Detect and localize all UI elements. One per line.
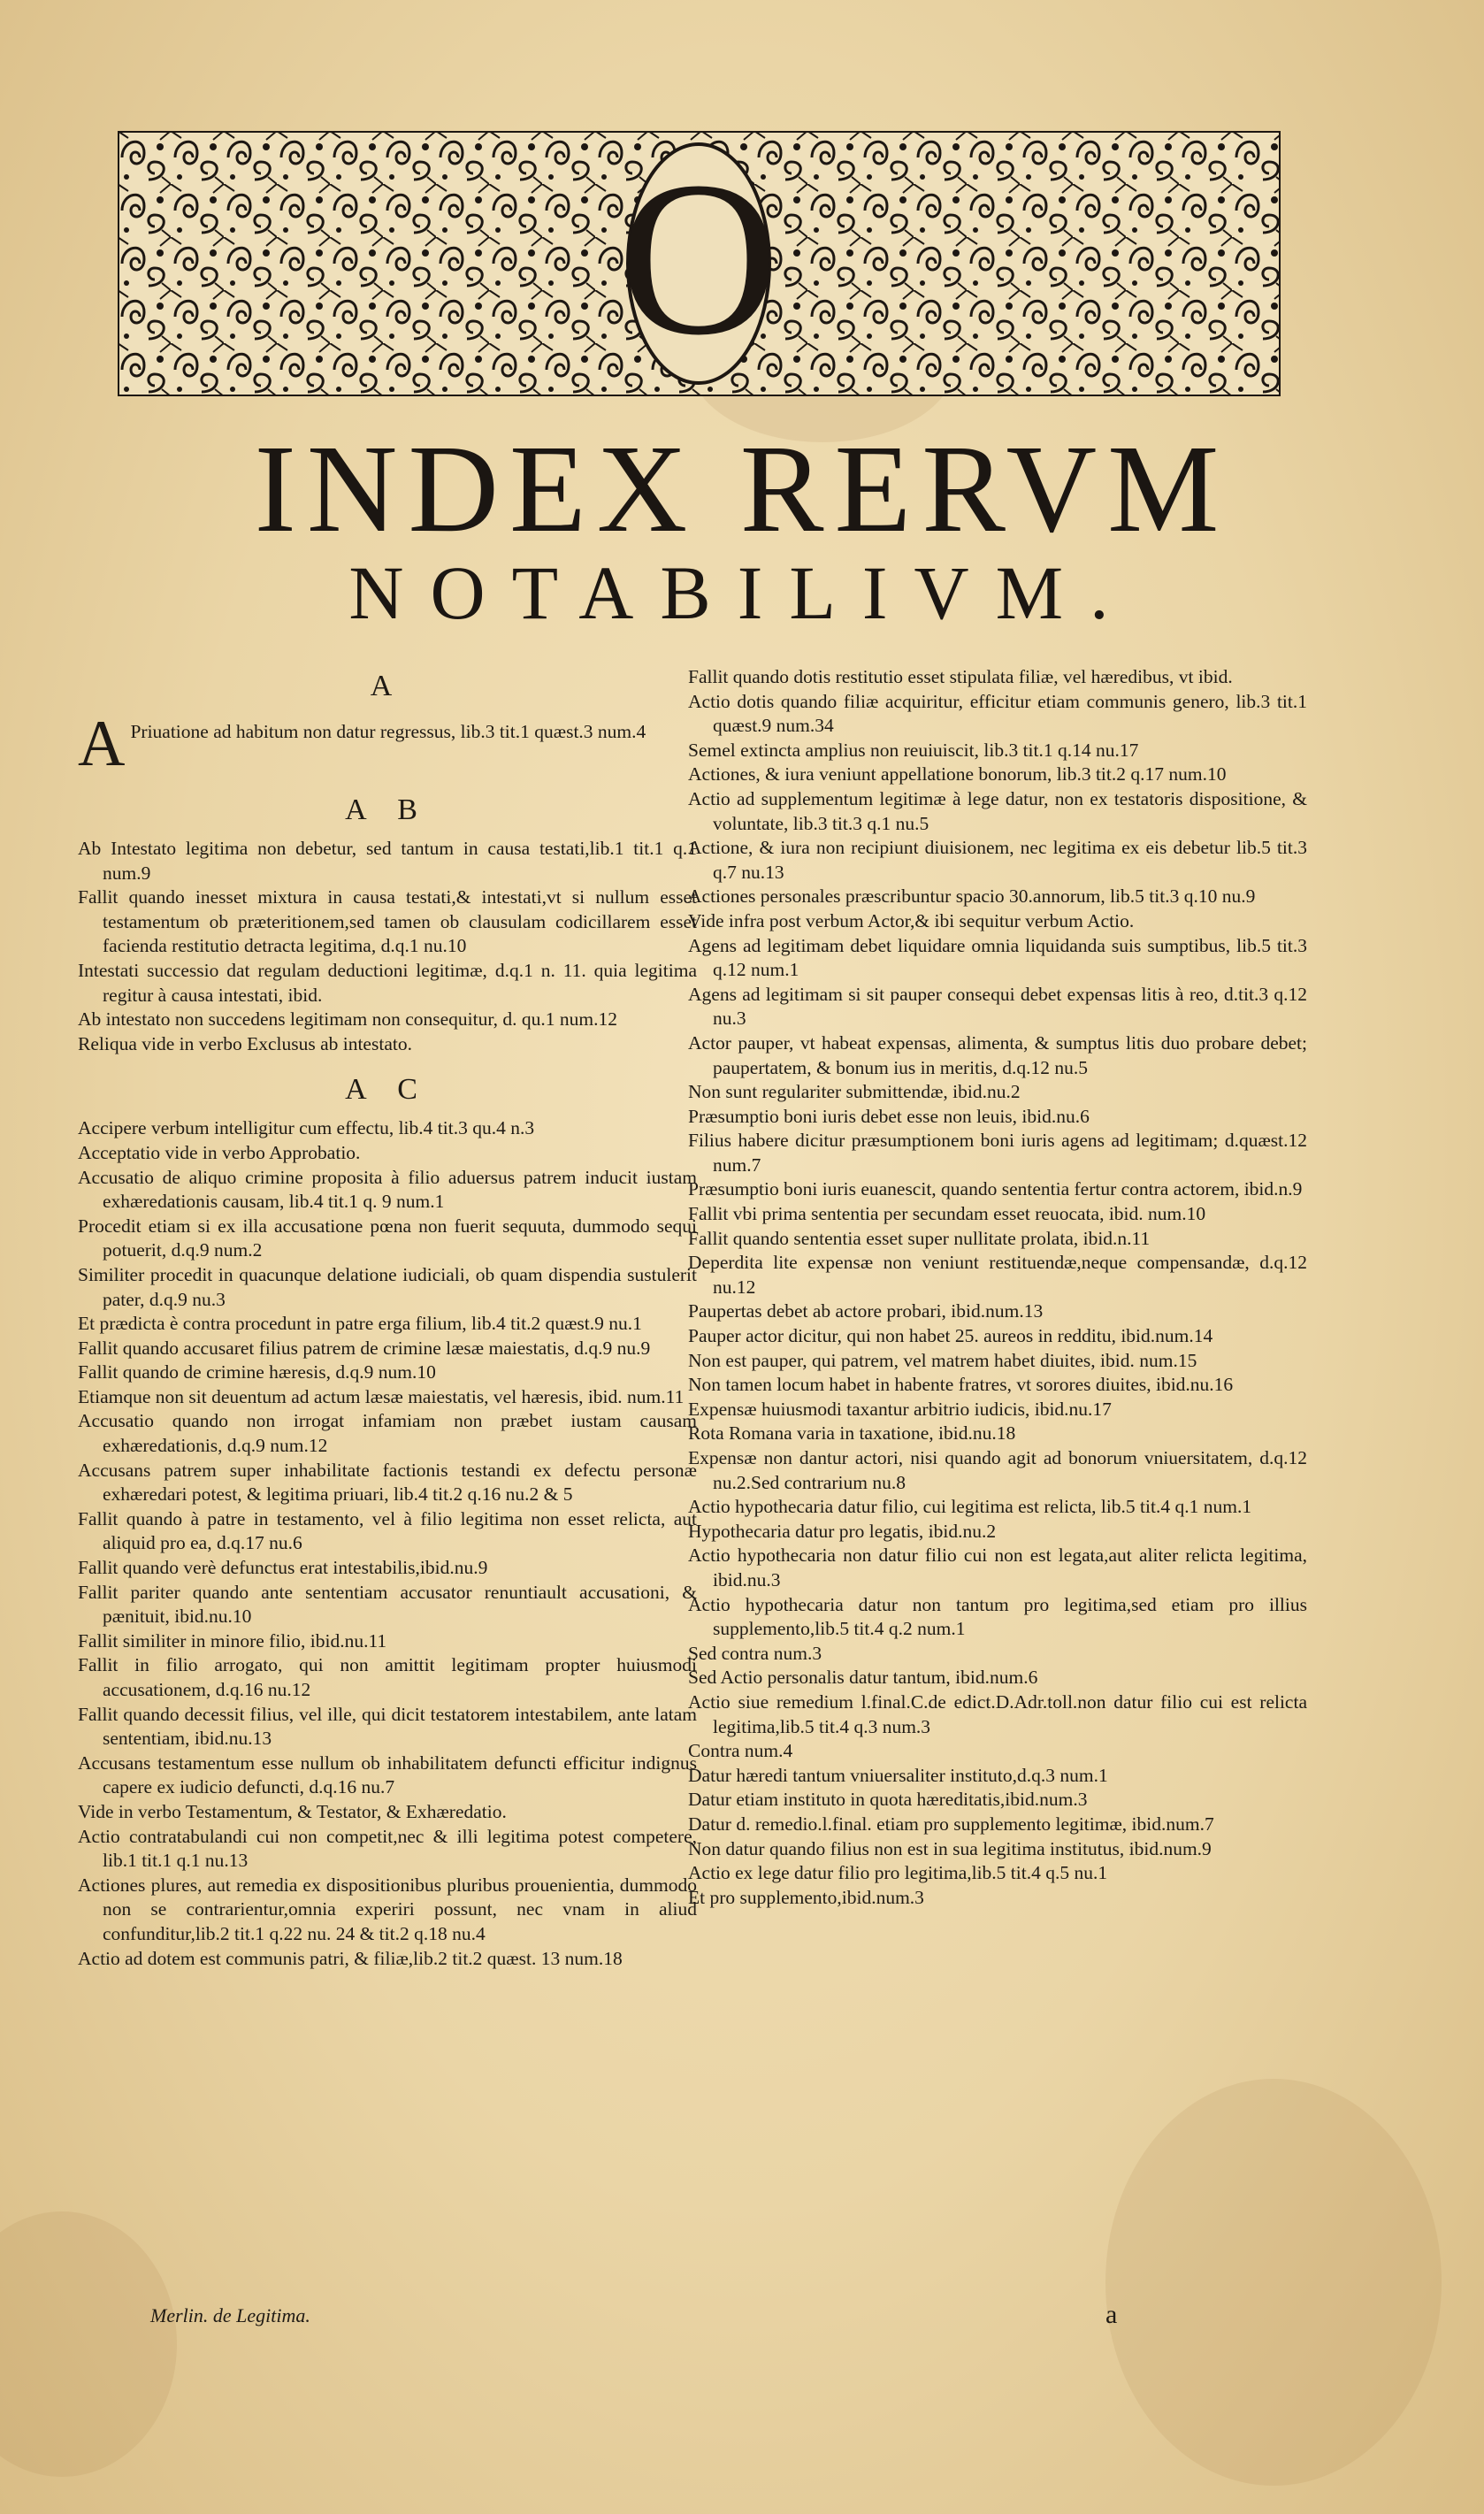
index-entry: Fallit quando dotis restitutio esset stipulata filiæ, vel hæredibus, vt ibid. xyxy=(688,666,1233,687)
page-subtitle: NOTABILIVM. xyxy=(348,550,1136,635)
section-heading-ab: A B xyxy=(345,793,430,826)
section-heading-a: A xyxy=(370,670,405,702)
index-entry: Deperdita lite expensæ non veniunt restituendæ,neque compensandæ, d.q.12 nu.12 xyxy=(688,1252,1307,1298)
index-entry: Procedit etiam si ex illa accusatione pœna non fuerit sequuta, dummodo sequi potuerit, d.q.9 num.2 xyxy=(78,1215,697,1261)
signature-mark: a xyxy=(1105,2300,1118,2329)
index-entry: Actiones plures, aut remedia ex dispositionibus pluribus prouenientia, dummodo non se contrarientur,omnia experiri possunt, nec vnam in aliud confunditur,lib.2 tit.1 q.22 nu. 24 & tit.2 q.18 nu.4 xyxy=(78,1874,697,1944)
index-entry: Accusatio de aliquo crimine proposita à filio aduersus patrem inducit iustam exhæredationis causam, lib.4 tit.1 q. 9 num.1 xyxy=(78,1166,697,1213)
index-entry: Agens ad legitimam si sit pauper consequi debet expensas litis à reo, d.tit.3 q.12 nu.3 xyxy=(688,983,1307,1030)
index-entry: Ab intestato non succedens legitimam non consequitur, d. qu.1 num.12 xyxy=(78,1008,617,1031)
index-entry: Actio contratabulandi cui non competit,nec & illi legitima potest competere, lib.1 tit.1 q.1 nu.13 xyxy=(78,1825,697,1872)
index-entry: Et prædicta è contra procedunt in patre erga filium, lib.4 tit.2 quæst.9 nu.1 xyxy=(78,1313,642,1335)
index-entry: Fallit pariter quando ante sententiam accusator renuntiault accusationi, & pænituit, ibid.nu.10 xyxy=(78,1581,697,1628)
index-entry: Fallit quando inesset mixtura in causa testati,& intestati,vt si nullum esset testamentum ob præteritionem,sed tamen ob clausulam codicillarem esset facienda restitutio detracta legitima, d.q.1 nu.10 xyxy=(78,886,697,957)
index-entry: Præsumptio boni iuris debet esse non leuis, ibid.nu.6 xyxy=(688,1105,1090,1127)
index-entry: Fallit similiter in minore filio, ibid.nu.11 xyxy=(78,1629,387,1652)
index-entry: Vide infra post verbum Actor,& ibi sequitur verbum Actio. xyxy=(688,909,1135,931)
right-column xyxy=(688,665,1307,1910)
index-entry: Fallit quando verè defunctus erat intestabilis,ibid.nu.9 xyxy=(78,1557,488,1579)
index-entry: Pauper actor dicitur, qui non habet 25. aureos in redditu, ibid.num.14 xyxy=(688,1325,1213,1347)
catchword-footer: Merlin. de Legitima. xyxy=(150,2304,310,2326)
index-entry: Accusans testamentum esse nullum ob inhabilitatem defuncti efficitur indignus capere ex iudicio defuncti, d.q.16 nu.7 xyxy=(78,1751,697,1798)
index-entry: Reliqua vide in verbo Exclusus ab intestato. xyxy=(78,1032,412,1054)
index-entry: Expensæ non dantur actori, nisi quando agit ad bonorum vniuersitatem, d.q.12 nu.2.Sed contrarium nu.8 xyxy=(688,1447,1307,1493)
index-entry: Semel extincta amplius non reuiuiscit, lib.3 tit.1 q.14 nu.17 xyxy=(688,739,1139,761)
index-entry: Non datur quando filius non est in sua legitima institutus, ibid.num.9 xyxy=(688,1837,1212,1859)
ornamental-initial: O xyxy=(618,136,779,381)
index-entry: Hypothecaria datur pro legatis, ibid.nu.2 xyxy=(688,1520,997,1542)
index-entry: Fallit quando sententia esset super nullitate prolata, ibid.n.11 xyxy=(688,1227,1151,1249)
index-entry: Actio ex lege datur filio pro legitima,lib.5 tit.4 q.5 nu.1 xyxy=(688,1862,1108,1884)
index-entry: Actio dotis quando filiæ acquiritur, efficitur etiam communis genero, lib.3 tit.1 quæst.9 num.34 xyxy=(688,690,1307,737)
index-entry: Contra num.4 xyxy=(688,1740,793,1762)
index-entry: Fallit quando à patre in testamento, vel à filio legitima non esset relicta, aut aliquid pro ea, d.q.17 nu.6 xyxy=(78,1507,697,1554)
index-entry-text: Priuatione ad habitum non datur regressus, lib.3 tit.1 quæst.3 num.4 xyxy=(130,721,646,742)
index-entry: Vide in verbo Testamentum, & Testator, & Exhæredatio. xyxy=(78,1800,507,1822)
drop-cap: A xyxy=(78,708,126,780)
index-entry: Præsumptio boni iuris euanescit, quando sententia fertur contra actorem, ibid.n.9 xyxy=(688,1178,1303,1200)
index-entry: Actiones, & iura veniunt appellatione bonorum, lib.3 tit.2 q.17 num.10 xyxy=(688,763,1227,786)
index-entry: Sed Actio personalis datur tantum, ibid.num.6 xyxy=(688,1667,1038,1689)
index-entry: Ab Intestato legitima non debetur, sed tantum in causa testati,lib.1 tit.1 q.1 num.9 xyxy=(78,838,697,884)
page-title: INDEX RERVM xyxy=(254,418,1230,558)
index-entry: Fallit vbi prima sententia per secundam esset reuocata, ibid. num.10 xyxy=(688,1203,1206,1225)
index-entry: Sed contra num.3 xyxy=(688,1642,822,1664)
index-entry: Accusatio quando non irrogat infamiam non præbet iustam causam exhæredationis, d.q.9 num.12 xyxy=(78,1410,697,1457)
index-entry: Non est pauper, qui patrem, vel matrem habet diuites, ibid. num.15 xyxy=(688,1349,1197,1371)
index-entry: Actio hypothecaria datur non tantum pro legitima,sed etiam pro illius supplemento,lib.5 tit.4 q.2 num.1 xyxy=(688,1593,1307,1640)
index-entry: Actio ad supplementum legitimæ à lege datur, non ex testatoris dispositione, & voluntate, lib.3 tit.3 q.1 nu.5 xyxy=(688,787,1307,834)
index-entry: Filius habere dicitur præsumptionem boni iuris agens ad legitimam; d.quæst.12 num.7 xyxy=(688,1130,1307,1176)
section-heading-ac: A C xyxy=(345,1073,430,1107)
index-entry: Non sunt regulariter submittendæ, ibid.nu.2 xyxy=(688,1081,1021,1103)
index-entry-first xyxy=(78,708,697,780)
index-entry: Actione, & iura non recipiunt diuisionem, nec legitima ex eis debetur lib.5 tit.3 q.7 nu.13 xyxy=(688,837,1307,883)
index-entry: Et pro supplemento,ibid.num.3 xyxy=(688,1886,924,1908)
index-entry: Agens ad legitimam debet liquidare omnia liquidanda suis sumptibus, lib.5 tit.3 q.12 num.1 xyxy=(688,934,1307,981)
index-entry: Actiones personales præscribuntur spacio 30.annorum, lib.5 tit.3 q.10 nu.9 xyxy=(688,885,1256,908)
index-entry: Actio hypothecaria non datur filio cui non est legata,aut aliter relicta legitima, ibid.nu.3 xyxy=(688,1544,1307,1590)
index-entry: Acceptatio vide in verbo Approbatio. xyxy=(78,1141,361,1163)
index-entry: Actio ad dotem est communis patri, & filiæ,lib.2 tit.2 quæst. 13 num.18 xyxy=(78,1947,623,1969)
index-entry: Fallit quando de crimine hæresis, d.q.9 num.10 xyxy=(78,1361,436,1383)
index-entry: Non tamen locum habet in habente fratres, vt sorores diuites, ibid.nu.16 xyxy=(688,1374,1234,1396)
index-entry: Fallit quando decessit filius, vel ille, qui dicit testatorem intestabilem, ante latam sententiam, ibid.nu.13 xyxy=(78,1703,697,1750)
index-entry: Datur d. remedio.l.final. etiam pro supplemento legitimæ, ibid.num.7 xyxy=(688,1813,1214,1835)
index-entry: Fallit in filio arrogato, qui non amittit legitimam propter huiusmodi accusationem, d.q.16 nu.12 xyxy=(78,1654,697,1700)
index-entry: Datur hæredi tantum vniuersaliter instituto,d.q.3 num.1 xyxy=(688,1764,1108,1786)
index-entry: Actor pauper, vt habeat expensas, alimenta, & sumptus litis duo probare debet; paupertatem, & bonum ius in meritis, d.q.12 nu.5 xyxy=(688,1031,1307,1078)
index-entry: Datur etiam instituto in quota hæreditatis,ibid.num.3 xyxy=(688,1789,1088,1811)
index-entry: Accusans patrem super inhabilitate factionis testandi ex defectu personæ exhæredari potest, & legitima priuari, lib.4 tit.2 q.16 nu.2 & 5 xyxy=(78,1459,697,1506)
index-entry: Actio hypothecaria datur filio, cui legitima est relicta, lib.5 tit.4 q.1 num.1 xyxy=(688,1496,1252,1518)
left-column xyxy=(78,665,697,1971)
index-entry: Expensæ huiusmodi taxantur arbitrio iudicis, ibid.nu.17 xyxy=(688,1398,1112,1420)
index-entry: Fallit quando accusaret filius patrem de crimine læsæ maiestatis, d.q.9 nu.9 xyxy=(78,1337,651,1359)
index-entry: Accipere verbum intelligitur cum effectu, lib.4 tit.3 qu.4 n.3 xyxy=(78,1117,535,1139)
index-entry: Similiter procedit in quacunque delatione iudiciali, ob quam dispendia sustulerit pater, d.q.9 nu.3 xyxy=(78,1263,697,1310)
index-entry: Intestati successio dat regulam deductioni legitimæ, d.q.1 n. 11. quia legitima regitur à causa intestati, ibid. xyxy=(78,959,697,1006)
index-entry: Rota Romana varia in taxatione, ibid.nu.18 xyxy=(688,1422,1016,1445)
index-entry: Etiamque non sit deuentum ad actum læsæ maiestatis, vel hæresis, ibid. num.11 xyxy=(78,1385,685,1407)
decorative-headpiece-ornament xyxy=(118,131,1281,396)
index-entry: Paupertas debet ab actore probari, ibid.num.13 xyxy=(688,1300,1044,1322)
index-entry: Actio siue remedium l.final.C.de edict.D.Adr.toll.non datur filio cui est relicta legitima,lib.5 tit.4 q.3 num.3 xyxy=(688,1690,1307,1737)
